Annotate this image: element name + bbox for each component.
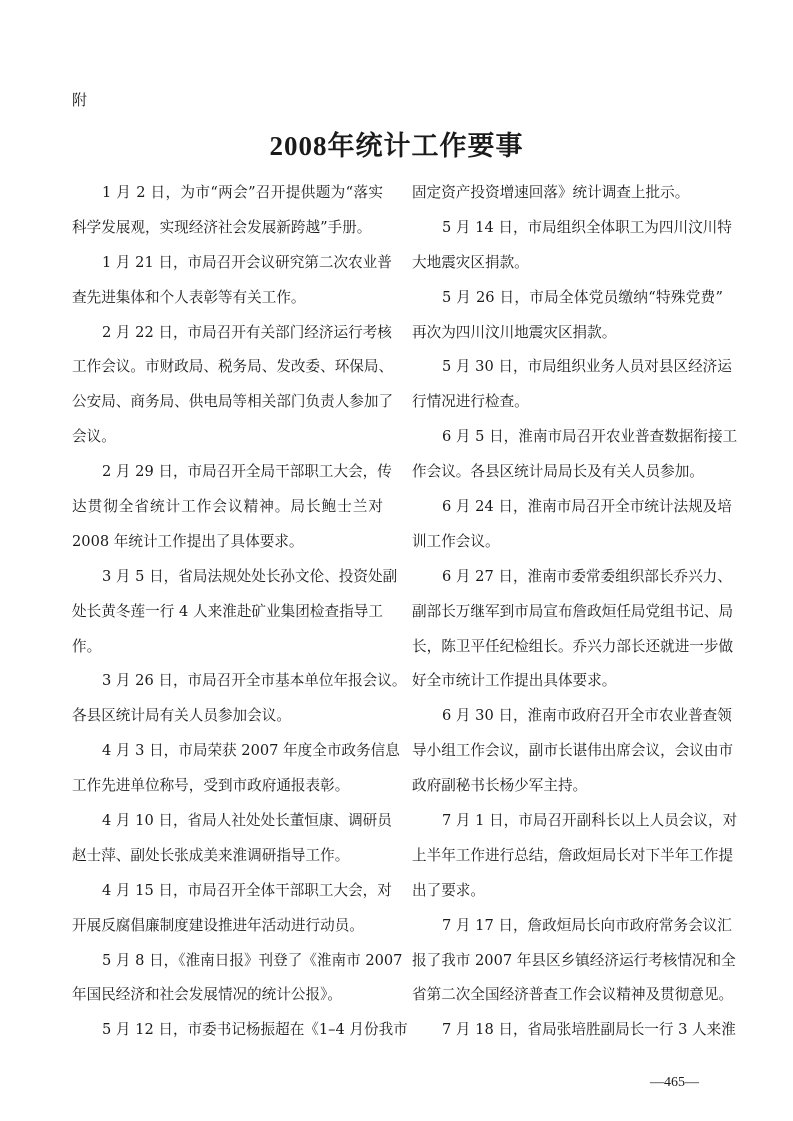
text-line: 3 月 26 日，市局召开全市基本单位年报会议。	[102, 672, 407, 690]
text-line: 固定资产投资增速回落》统计调查上批示。	[412, 184, 690, 201]
text-line: 4 月 15 日，市局召开全体干部职工大会，对	[102, 881, 392, 899]
paragraph	[412, 281, 723, 351]
text-line: 5 月 8 日，《淮南日报》刊登了《淮南市 2007	[102, 951, 403, 969]
paragraph	[72, 944, 403, 1014]
text-line: 5 月 14 日，市局组织全体职工为四川汶川特	[442, 218, 732, 236]
paragraph	[412, 1013, 736, 1048]
text-line: 年国民经济和社会发展情况的统计公报》。	[72, 986, 342, 1004]
paragraph	[412, 420, 738, 490]
paragraph	[412, 211, 732, 281]
text-line: 出了要求。	[412, 881, 485, 899]
paragraph	[72, 734, 400, 804]
text-line: 4 月 3 日，市局荣获 2007 年度全市政务信息	[102, 742, 400, 760]
paragraph	[412, 699, 734, 804]
paragraph	[72, 874, 392, 944]
paragraph	[72, 804, 392, 874]
text-line: 行情况进行检查。	[412, 393, 529, 411]
page-number: —465—	[650, 1075, 699, 1090]
paragraph	[72, 1013, 408, 1048]
text-line: 科学发展观，实现经济社会发展新跨越”手册。	[72, 218, 372, 236]
text-line: 查先进集体和个人表彰等有关工作。	[72, 288, 306, 306]
paragraph	[72, 316, 394, 456]
text-line: 2 月 22 日，市局召开有关部门经济运行考核	[102, 323, 392, 341]
text-line: 2 月 29 日，市局召开全局干部职工大会，传	[102, 463, 392, 481]
text-line: 5 月 12 日，市委书记杨振超在《1–4 月份我市	[102, 1021, 408, 1039]
text-line: 2008 年统计工作提出了具体要求。	[72, 532, 304, 550]
text-line: 赵士萍、副处长张成美来淮调研指导工作。	[72, 846, 350, 864]
text-line: 训工作会议。	[412, 532, 500, 550]
paragraph	[72, 455, 392, 560]
paragraph	[72, 176, 383, 246]
text-line: 达贯彻全省统计工作会议精神。局长鲍士兰对	[72, 498, 383, 516]
text-line: 4 月 10 日，省局人社处处长董恒康、调研员	[102, 812, 392, 830]
text-line: 1 月 21 日，市局召开会议研究第二次农业普	[102, 253, 392, 271]
paragraph	[412, 176, 723, 211]
text-line: 作会议。各县区统计局局长及有关人员参加。	[412, 463, 704, 481]
paragraph	[412, 560, 734, 700]
text-line: 6 月 30 日，淮南市政府召开全市农业普查领	[442, 707, 732, 725]
paragraph	[72, 664, 407, 734]
text-line: 政府副秘书长杨少军主持。	[412, 777, 588, 795]
text-line: 再次为四川汶川地震灾区捐款。	[412, 323, 617, 341]
text-line: 上半年工作进行总结，詹政烜局长对下半年工作提	[412, 846, 734, 864]
text-line: 好全市统计工作提出具体要求。	[412, 672, 617, 690]
text-line: 5 月 26 日，市局全体党员缴纳“特殊党费”	[442, 288, 723, 306]
paragraph	[412, 804, 738, 909]
text-line: 省第二次全国经济普查工作会议精神及贯彻意见。	[412, 986, 734, 1004]
text-line: 导小组工作会议，副市长谌伟出席会议，会议由市	[412, 742, 734, 760]
paragraph	[412, 490, 732, 560]
text-line: 作。	[72, 637, 102, 655]
text-line: 5 月 30 日，市局组织业务人员对县区经济运	[442, 358, 732, 376]
text-line: 处长黄冬莲一行 4 人来淮赴矿业集团检查指导工	[72, 602, 383, 620]
text-line: 开展反腐倡廉制度建设推进年活动进行动员。	[72, 916, 364, 934]
text-line: 7 月 18 日，省局张培胜副局长一行 3 人来淮	[442, 1021, 736, 1039]
text-line: 副部长万继军到市局宣布詹政烜任局党组书记、局	[412, 602, 734, 620]
text-line: 6 月 24 日，淮南市局召开全市统计法规及培	[442, 498, 732, 516]
text-line: 7 月 1 日，市局召开副科长以上人员会议，对	[442, 812, 738, 830]
text-line: 1 月 2 日，为市“两会”召开提供题为“落实	[102, 184, 383, 201]
paragraph	[72, 560, 398, 665]
left-column	[72, 176, 408, 1048]
text-line: 3 月 5 日，省局法规处处长孙文伦、投资处副	[102, 567, 398, 585]
appendix-label: 附	[72, 91, 88, 109]
text-line: 工作会议。市财政局、税务局、发改委、环保局、	[72, 358, 394, 376]
text-line: 各县区统计局有关人员参加会议。	[72, 707, 291, 725]
text-line: 6 月 5 日，淮南市局召开农业普查数据衔接工	[442, 428, 738, 446]
page-title: 2008年统计工作要事	[269, 131, 524, 161]
paragraph	[412, 350, 732, 420]
text-line: 长，陈卫平任纪检组长。乔兴力部长还就进一步做	[412, 637, 734, 655]
text-line: 会议。	[72, 428, 116, 446]
text-line: 6 月 27 日，淮南市委常委组织部长乔兴力、	[442, 567, 732, 585]
text-line: 工作先进单位称号，受到市政府通报表彰。	[72, 777, 350, 795]
text-line: 报了我市 2007 年县区乡镇经济运行考核情况和全	[412, 951, 736, 969]
text-line: 公安局、商务局、供电局等相关部门负责人参加了	[72, 393, 394, 411]
paragraph	[72, 246, 392, 316]
right-column	[412, 176, 738, 1048]
text-line: 大地震灾区捐款。	[412, 253, 529, 271]
text-line: 7 月 17 日，詹政烜局长向市政府常务会议汇	[442, 916, 732, 934]
paragraph	[412, 909, 736, 1014]
